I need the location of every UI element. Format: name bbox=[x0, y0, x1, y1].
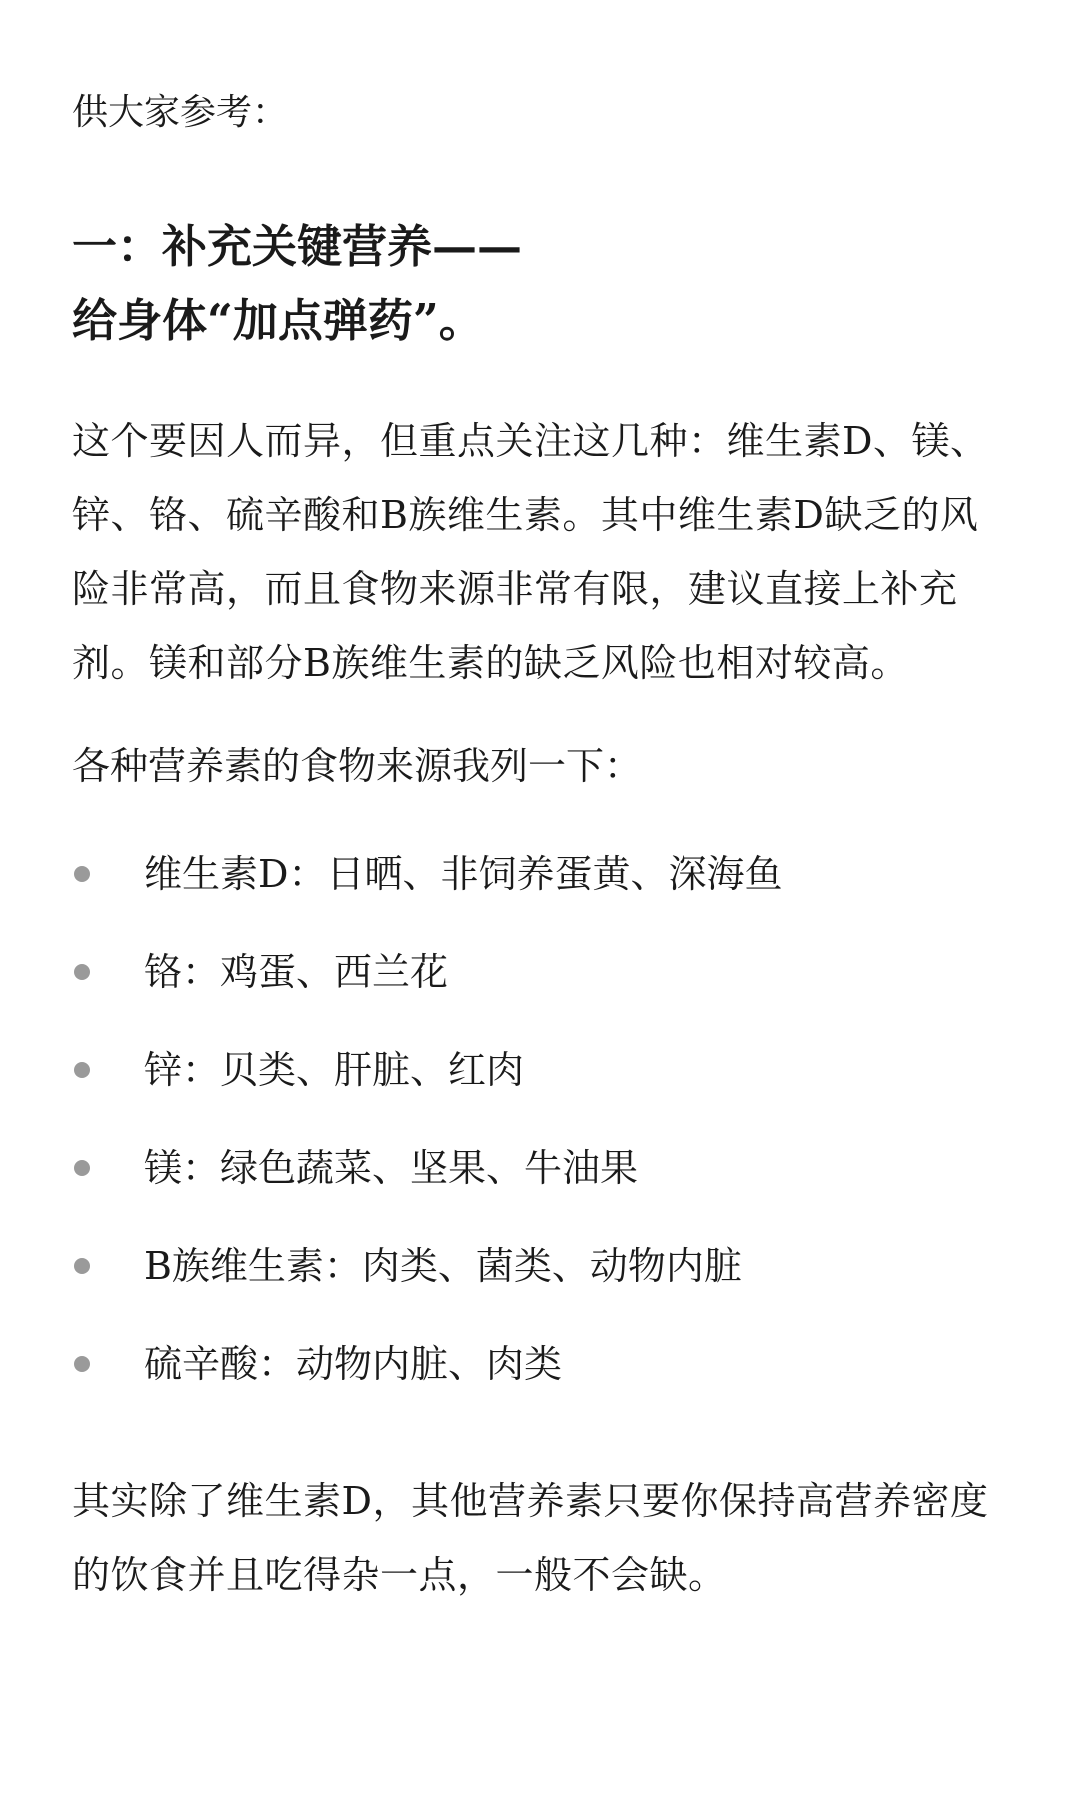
heading-line-2: 给身体“加点弹药”。 bbox=[72, 294, 484, 347]
list-intro: 各种营养素的食物来源我列一下： bbox=[72, 744, 643, 788]
list-item-text: 铬：鸡蛋、西兰花 bbox=[144, 950, 449, 994]
section-heading bbox=[72, 210, 1008, 358]
list-item bbox=[72, 944, 1008, 1042]
intro-text: 供大家参考： bbox=[72, 92, 289, 133]
nutrient-source-list bbox=[72, 846, 1008, 1434]
list-item-text: 锌：贝类、肝脏、红肉 bbox=[144, 1048, 525, 1092]
bullet-icon bbox=[74, 866, 90, 882]
bullet-icon bbox=[74, 1160, 90, 1176]
list-item bbox=[72, 846, 1008, 944]
list-item-text: B族维生素：肉类、菌类、动物内脏 bbox=[144, 1244, 742, 1288]
body-paragraph: 这个要因人而异，但重点关注这几种：维生素D、镁、锌、铬、硫辛酸和B族维生素。其中维生素D缺乏的风险非常高，而且食物来源非常有限，建议直接上补充剂。镁和部分B族维生素的缺乏风险也相对较高。 bbox=[72, 419, 989, 685]
list-item-text: 维生素D：日晒、非饲养蛋黄、深海鱼 bbox=[144, 852, 783, 896]
bullet-icon bbox=[74, 1258, 90, 1274]
bullet-icon bbox=[74, 964, 90, 980]
list-item bbox=[72, 1140, 1008, 1238]
heading-line-1: 一：补充关键营养—— bbox=[72, 220, 523, 273]
list-item bbox=[72, 1238, 1008, 1336]
bullet-icon bbox=[74, 1062, 90, 1078]
list-item bbox=[72, 1042, 1008, 1140]
bullet-icon bbox=[74, 1356, 90, 1372]
closing-paragraph: 其实除了维生素D，其他营养素只要你保持高营养密度的饮食并且吃得杂一点，一般不会缺。 bbox=[72, 1479, 989, 1597]
list-item-text: 镁：绿色蔬菜、坚果、牛油果 bbox=[144, 1146, 639, 1190]
list-item-text: 硫辛酸：动物内脏、肉类 bbox=[144, 1342, 563, 1386]
list-item bbox=[72, 1336, 1008, 1434]
